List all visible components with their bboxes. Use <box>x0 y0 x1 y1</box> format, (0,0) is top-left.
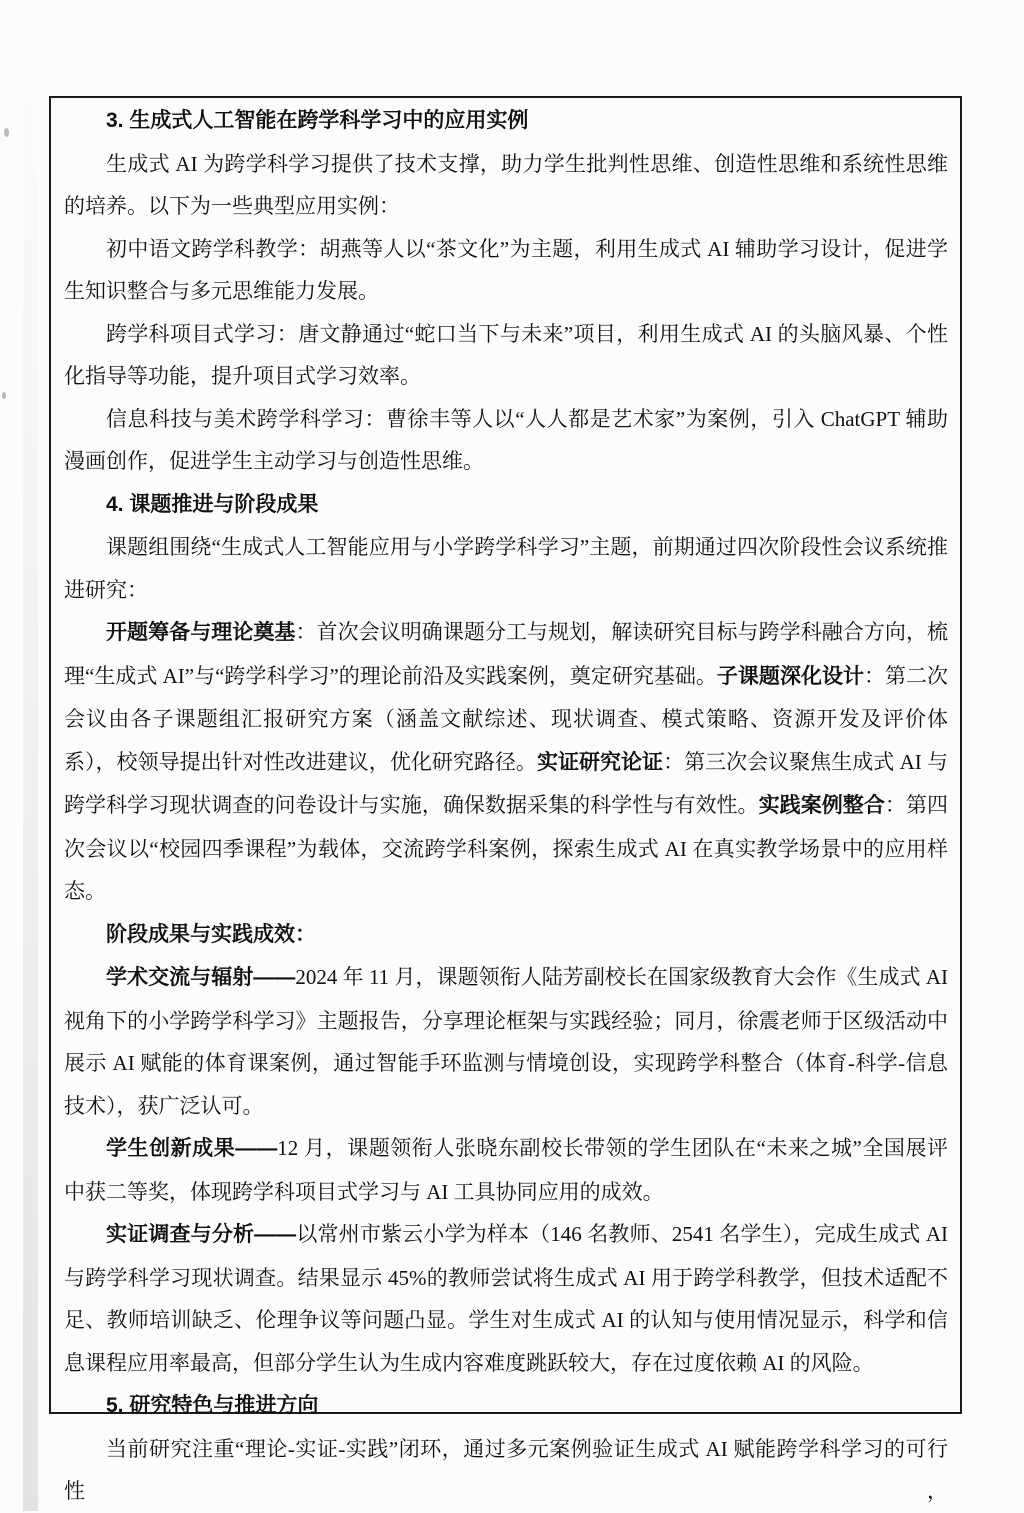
bold-text-segment: 实证调查与分析—— <box>106 1223 297 1246</box>
body-paragraph <box>64 526 948 611</box>
text-segment: ：第三次会议聚焦生成式 AI 与跨学科学习现状调查的问卷设计与实施，确保数据采集的科学性与有效性。 <box>64 749 948 817</box>
text-segment: ：第二次会议由各子课题组汇报研究方案（涵盖文献综述、现状调查、模式策略、资源开发及评价体系），校领导提出针对性改进建议，优化研究路径。 <box>64 663 949 774</box>
document-table-cell <box>49 96 962 1503</box>
body-paragraph <box>64 1213 948 1384</box>
section-heading <box>64 1384 948 1428</box>
text-segment: ：首次会议明确课题分工与规划，解读研究目标与跨学科融合方向，梳理“生成式 AI”与“跨学科学习”的理论前沿及实践案例，奠定研究基础。 <box>64 620 949 688</box>
bold-text-segment: 子课题深化设计 <box>716 664 864 688</box>
body-paragraph <box>64 143 948 228</box>
text-segment: 跨学科项目式学习：唐文静通过“蛇口当下与未来”项目，利用生成式 AI 的头脑风暴、个性化指导等功能，提升项目式学习效率。 <box>64 321 949 388</box>
section-heading <box>64 483 948 527</box>
text-segment: 当前研究注重“理论-实证-实践”闭环，通过多元案例验证生成式 AI 赋能跨学科学习的可行性， <box>64 1436 948 1503</box>
bold-text-segment: 3. 生成式人工智能在跨学科学习中的应用实例 <box>106 109 529 132</box>
bold-text-segment: 实践案例整合 <box>758 794 885 817</box>
text-segment: ：第四次会议以“校园四季课程”为载体，交流跨学科案例，探索生成式 AI 在真实教学场景中的应用样态。 <box>64 793 949 903</box>
bold-text-segment: 学生创新成果—— <box>106 1137 278 1160</box>
body-paragraph <box>64 913 948 957</box>
bold-text-segment: 4. 课题推进与阶段成果 <box>106 492 319 516</box>
bold-text-segment: 实证研究论证 <box>536 750 664 774</box>
body-paragraph <box>64 1428 948 1513</box>
body-paragraph <box>64 1127 948 1213</box>
body-paragraph <box>64 313 948 398</box>
text-segment: 初中语文跨学科教学：胡燕等人以“茶文化”为主题，利用生成式 AI 辅助学习设计，促进学生知识整合与多元思维能力发展。 <box>64 236 948 303</box>
body-paragraph <box>64 228 948 313</box>
bold-text-segment: 开题筹备与理论奠基 <box>106 621 296 644</box>
section-heading <box>64 99 948 143</box>
scan-speck <box>4 128 9 137</box>
text-segment: 以常州市紫云小学为样本（146 名教师、2541 名学生），完成生成式 AI 与跨学科学习现状调查。结果显示 45%的教师尝试将生成式 AI 用于跨学科教学，但技术适配不足、教师培训缺乏、伦理争议等问题凸显。学生对生成式 AI 的认知与使用情况显示，科学和信息课程应用率最高，但部分学生认为生成内容难度跳跃较大，存在过度依赖 AI 的风险。 <box>64 1222 948 1375</box>
text-segment: 课题组围绕“生成式人工智能应用与小学跨学科学习”主题，前期通过四次阶段性会议系统推进研究： <box>64 535 948 602</box>
scan-speck <box>2 392 6 399</box>
body-paragraph <box>64 398 948 483</box>
text-segment: 生成式 AI 为跨学科学习提供了技术支撑，助力学生批判性思维、创造性思维和系统性思维的培养。以下为一些典型应用实例： <box>64 151 948 218</box>
bold-text-segment: 5. 研究特色与推进方向 <box>106 1394 319 1417</box>
text-segment: 2024 年 11 月，课题领衔人陆芳副校长在国家级教育大会作《生成式 AI 视角下的小学跨学科学习》主题报告，分享理论框架与实践经验；同月，徐震老师于区级活动中展示 AI 赋能的体育课案例，通过智能手环监测与情境创设，实现跨学科整合（体育-科学-信息技术），获广泛认可。 <box>64 965 948 1118</box>
bold-text-segment: 阶段成果与实践成效： <box>106 922 316 946</box>
body-paragraph <box>64 956 948 1127</box>
document-content <box>64 99 948 1513</box>
text-segment: 信息科技与美术跨学科学习：曹徐丰等人以“人人都是艺术家”为案例，引入 ChatGPT 辅助漫画创作，促进学生主动学习与创造性思维。 <box>64 406 948 473</box>
body-paragraph <box>64 611 948 913</box>
scan-shadow <box>23 0 38 1511</box>
text-segment: 12 月，课题领衔人张晓东副校长带领的学生团队在“未来之城”全国展评中获二等奖，体现跨学科项目式学习与 AI 工具协同应用的成效。 <box>64 1136 949 1204</box>
bold-text-segment: 学术交流与辐射—— <box>106 966 296 989</box>
